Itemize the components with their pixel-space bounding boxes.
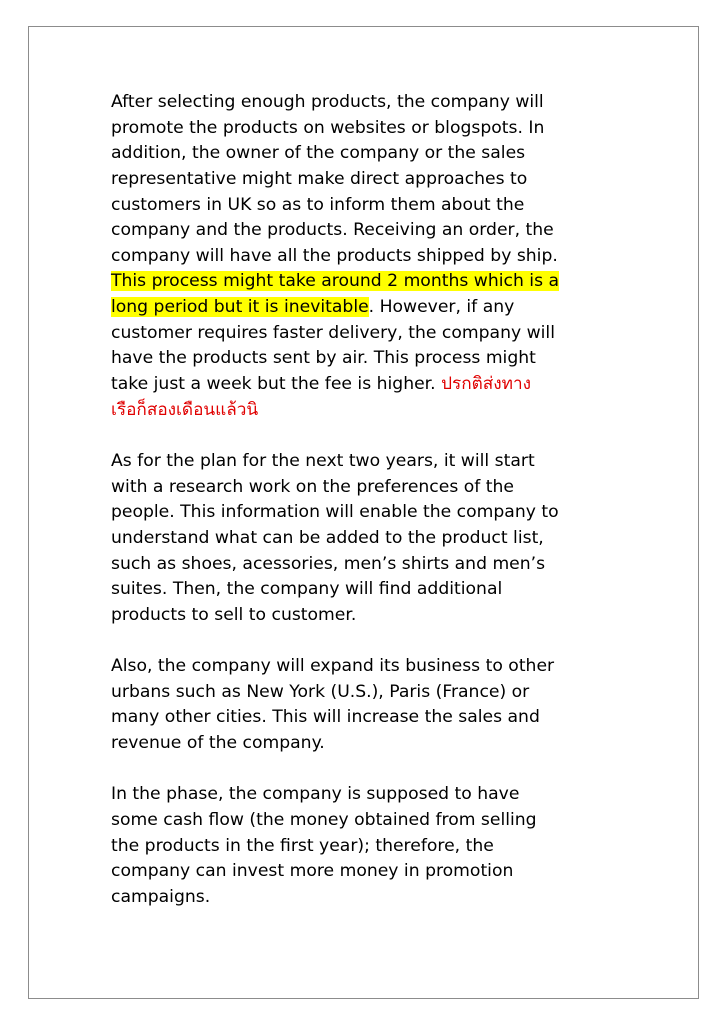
text-segment: After selecting enough products, the company will xyxy=(111,92,544,112)
paragraph xyxy=(111,449,623,628)
text-line xyxy=(111,244,623,270)
text-segment: urbans such as New York (U.S.), Paris (France) or xyxy=(111,681,530,702)
text-line xyxy=(111,269,623,295)
text-segment: campaigns. xyxy=(111,886,211,907)
text-line xyxy=(111,577,623,603)
text-segment: company will have all the products shipped by ship. xyxy=(111,245,558,266)
text-line xyxy=(111,141,623,167)
text-line xyxy=(111,449,623,475)
text-segment: promote the products on websites or blogspots. In xyxy=(111,117,545,138)
text-line xyxy=(111,731,623,757)
text-segment: understand what can be added to the product list, xyxy=(111,527,544,548)
text-line xyxy=(111,834,623,860)
text-segment: people. This information will enable the company to xyxy=(111,502,559,523)
highlighted-text: This process might take around 2 months which is a xyxy=(111,271,560,292)
text-segment: As for the plan for the next two years, it will start xyxy=(111,450,535,471)
text-segment: such as shoes, acessories, men’s shirts and men’s xyxy=(111,553,546,574)
text-segment: revenue of the company. xyxy=(111,733,325,754)
highlighted-text: long period but it is inevitable xyxy=(111,297,369,318)
text-segment: customer requires faster delivery, the company will xyxy=(111,322,555,343)
text-line xyxy=(111,295,623,321)
text-line xyxy=(111,680,623,706)
text-line xyxy=(111,654,623,680)
text-line xyxy=(111,398,623,424)
text-segment: company can invest more money in promotion xyxy=(111,861,514,882)
thai-comment-text: ปรกติส่งทาง xyxy=(441,374,532,395)
text-segment: representative might make direct approaches to xyxy=(111,168,528,189)
text-segment: suites. Then, the company will find additional xyxy=(111,579,503,600)
text-segment: . However, if any xyxy=(368,297,515,318)
text-line xyxy=(111,167,623,193)
text-line xyxy=(111,372,623,398)
text-segment: the products in the first year); therefore, the xyxy=(111,835,494,856)
text-line xyxy=(111,808,623,834)
text-line xyxy=(111,552,623,578)
text-line xyxy=(111,859,623,885)
text-line xyxy=(111,193,623,219)
text-line xyxy=(111,603,623,629)
text-segment: products to sell to customer. xyxy=(111,604,357,625)
text-line xyxy=(111,116,623,142)
text-segment: some cash flow (the money obtained from selling xyxy=(111,809,537,830)
text-segment: Also, the company will expand its business to other xyxy=(111,656,555,677)
text-segment: many other cities. This will increase the sales and xyxy=(111,707,540,728)
paragraph xyxy=(111,90,623,423)
text-line xyxy=(111,526,623,552)
text-segment: have the products sent by air. This process might xyxy=(111,348,536,369)
text-segment: customers in UK so as to inform them about the xyxy=(111,194,525,215)
text-line xyxy=(111,90,623,116)
paragraph xyxy=(111,654,623,757)
text-segment: In the phase, the company is supposed to have xyxy=(111,784,520,805)
text-line xyxy=(111,885,623,911)
text-segment: company and the products. Receiving an order, the xyxy=(111,220,554,241)
text-line xyxy=(111,218,623,244)
text-line xyxy=(111,321,623,347)
text-line xyxy=(111,705,623,731)
text-line xyxy=(111,500,623,526)
text-line xyxy=(111,346,623,372)
text-line xyxy=(111,475,623,501)
thai-comment-text: เรือก็สองเดือนแล้วนิ xyxy=(111,399,259,420)
paragraph xyxy=(111,782,623,910)
text-segment: take just a week but the fee is higher. xyxy=(111,374,442,395)
text-segment: addition, the owner of the company or the sales xyxy=(111,143,526,164)
document-body xyxy=(111,90,623,936)
text-line xyxy=(111,782,623,808)
text-segment: with a research work on the preferences of the xyxy=(111,476,514,497)
